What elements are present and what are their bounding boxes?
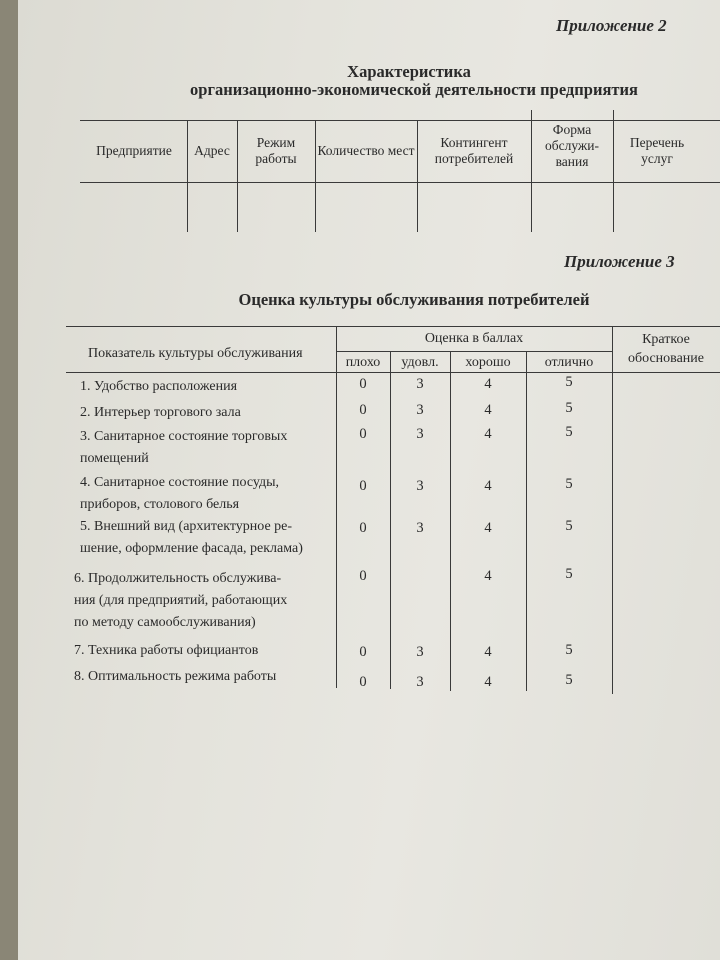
score-excellent: 5	[565, 672, 573, 688]
indicator-text: шение, оформление фасада, реклама)	[80, 541, 303, 556]
score-satisfactory: 3	[416, 520, 424, 536]
appendix-3-title: Оценка культуры обслуживания потребителей	[238, 290, 590, 309]
score-excellent: 5	[565, 400, 573, 416]
score-satisfactory: 3	[416, 376, 424, 392]
col-header-work-mode: Режим работы	[255, 135, 297, 166]
score-excellent: 5	[565, 424, 573, 440]
score-good: 4	[484, 402, 492, 418]
header-good: хорошо	[465, 355, 511, 370]
header-justification: Краткое обоснование	[627, 332, 704, 366]
col-header-consumers: Контингент потребителей	[434, 135, 514, 166]
indicator-text: 8. Оптимальность режима работы	[74, 669, 277, 684]
header-excellent: отлично	[544, 355, 594, 370]
header-score-group: Оценка в баллах	[424, 331, 524, 346]
table-header-rule	[80, 182, 720, 183]
col-divider	[237, 120, 238, 232]
appendix-2-label: Приложение 2	[556, 16, 667, 35]
score-excellent: 5	[565, 566, 573, 582]
col-header-seats: Количество мест	[317, 143, 415, 158]
score-satisfactory: 3	[416, 402, 424, 418]
col-divider	[450, 351, 451, 691]
col-divider	[187, 120, 188, 232]
col-divider	[612, 372, 613, 694]
score-good: 4	[484, 376, 492, 392]
score-excellent: 5	[565, 374, 573, 390]
appendix-3-label: Приложение 3	[564, 252, 675, 271]
col-divider	[531, 110, 532, 232]
col-header-address: Адрес	[194, 143, 230, 158]
score-good: 4	[484, 568, 492, 584]
service-culture-table	[66, 326, 720, 696]
col-header-service-form: Форма обслужи-вания	[545, 122, 599, 169]
header-bad: плохо	[345, 355, 381, 370]
appendix-2-title-line2: организационно-экономической деятельности предприятия	[190, 80, 638, 99]
score-bad: 0	[359, 520, 367, 536]
score-bad: 0	[359, 568, 367, 584]
indicator-text: 2. Интерьер торгового зала	[80, 405, 241, 420]
table-top-rule	[80, 120, 720, 121]
score-bad: 0	[359, 644, 367, 660]
score-bad: 0	[359, 478, 367, 494]
col-divider	[417, 120, 418, 232]
score-satisfactory: 3	[416, 426, 424, 442]
score-good: 4	[484, 520, 492, 536]
table-top-rule	[66, 326, 720, 327]
indicator-text: 4. Санитарное состояние посуды,	[80, 475, 280, 490]
score-good: 4	[484, 478, 492, 494]
indicator-text: 6. Продолжительность обслужива-	[74, 571, 282, 586]
score-bad: 0	[359, 426, 367, 442]
score-good: 4	[484, 644, 492, 660]
score-excellent: 5	[565, 642, 573, 658]
indicator-text: 5. Внешний вид (архитектурное ре-	[80, 519, 293, 534]
indicator-text: ния (для предприятий, работающих	[74, 593, 288, 608]
score-good: 4	[484, 674, 492, 690]
indicator-text: по методу самообслуживания)	[74, 615, 256, 630]
score-bad: 0	[359, 402, 367, 418]
col-divider	[315, 120, 316, 232]
indicator-text: помещений	[80, 451, 149, 466]
col-divider	[612, 326, 613, 372]
score-bad: 0	[359, 376, 367, 392]
col-divider	[613, 110, 614, 232]
indicator-text: 7. Техника работы официантов	[74, 643, 259, 658]
header-satisfactory: удовл.	[401, 355, 439, 370]
score-bad: 0	[359, 674, 367, 690]
document-page	[18, 0, 720, 960]
col-header-enterprise: Предприятие	[96, 143, 172, 158]
score-satisfactory: 3	[416, 478, 424, 494]
header-indicator: Показатель культуры обслуживания	[88, 346, 303, 361]
score-satisfactory: 3	[416, 674, 424, 690]
score-satisfactory: 3	[416, 644, 424, 660]
col-header-services-list: Перечень услуг	[629, 135, 685, 166]
score-excellent: 5	[565, 518, 573, 534]
score-good: 4	[484, 426, 492, 442]
score-excellent: 5	[565, 476, 573, 492]
indicator-text: 3. Санитарное состояние торговых	[80, 429, 288, 444]
col-divider	[390, 351, 391, 689]
appendix-2-title-line1: Характеристика	[347, 62, 471, 81]
indicator-text: приборов, столового белья	[80, 497, 240, 512]
col-divider	[336, 372, 337, 688]
indicator-text: 1. Удобство расположения	[80, 379, 238, 394]
col-divider	[526, 351, 527, 691]
